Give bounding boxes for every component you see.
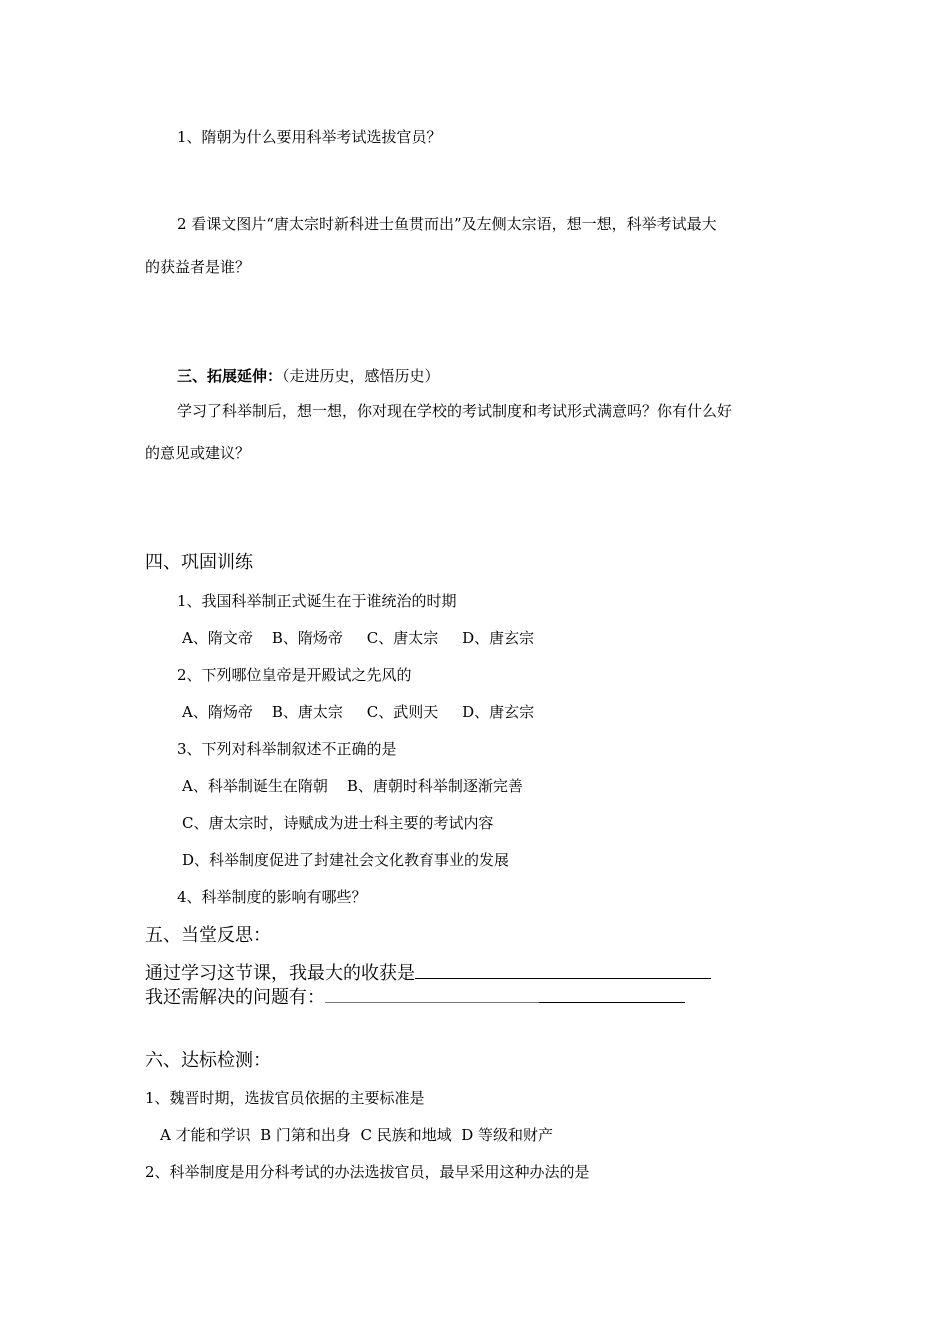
s4-question-3-option-d: D、科举制度促进了封建社会文化教育事业的发展 <box>182 851 510 869</box>
s4-question-1: 1、我国科举制正式诞生在于谁统治的时期 <box>177 592 457 610</box>
reflection-problem-blank-a[interactable] <box>325 986 539 1003</box>
s4-question-3-option-ab: A、科举制诞生在隋朝 B、唐朝时科举制逐渐完善 <box>182 777 523 795</box>
question-2-2-line2: 的获益者是谁？ <box>145 258 251 276</box>
section-3-line1: 学习了科举制后，想一想，你对现在学校的考试制度和考试形式满意吗？你有什么好 <box>177 402 733 420</box>
question-2-2-line1: 2 看课文图片“唐太宗时新科进士鱼贯而出”及左侧太宗语，想一想，科举考试最大 <box>177 215 717 233</box>
s4-question-2-options: A、隋炀帝 B、唐太宗 C、武则天 D、唐玄宗 <box>182 703 535 721</box>
s4-question-3: 3、下列对科举制叙述不正确的是 <box>177 740 397 758</box>
reflection-gain-blank[interactable] <box>415 962 711 979</box>
reflection-line-1 <box>145 962 711 985</box>
reflection-problem-label: 我还需解决的问题有： <box>145 987 325 1008</box>
s6-question-2: 2、科举制度是用分科考试的办法选拔官员，最早采用这种办法的是 <box>145 1163 590 1181</box>
s4-question-3-option-c: C、唐太宗时，诗赋成为进士科主要的考试内容 <box>182 814 494 832</box>
reflection-line-2 <box>145 986 685 1009</box>
section-3-line2: 的意见或建议？ <box>145 444 251 462</box>
reflection-problem-blank-b[interactable] <box>539 986 685 1003</box>
s4-question-1-options: A、隋文帝 B、隋炀帝 C、唐太宗 D、唐玄宗 <box>182 629 535 647</box>
section-3-title: 三、拓展延伸： <box>177 367 283 385</box>
question-2-1: 1、隋朝为什么要用科举考试选拔官员？ <box>177 128 442 146</box>
s4-question-2: 2、下列哪位皇帝是开殿试之先风的 <box>177 666 412 684</box>
section-3-heading <box>177 366 440 386</box>
reflection-gain-label: 通过学习这节课，我最大的收获是 <box>145 963 415 984</box>
s4-question-4: 4、科举制度的影响有哪些？ <box>177 888 367 906</box>
section-4-heading: 四、巩固训练 <box>145 552 253 573</box>
section-3-note: （走进历史，感悟历史） <box>282 367 440 385</box>
section-6-heading: 六、达标检测： <box>145 1050 271 1071</box>
s6-question-1-options: A 才能和学识 B 门第和出身 C 民族和地域 D 等级和财产 <box>160 1126 554 1144</box>
s6-question-1: 1、魏晋时期，选拔官员依据的主要标准是 <box>145 1089 425 1107</box>
section-5-heading: 五、当堂反思： <box>145 925 271 946</box>
